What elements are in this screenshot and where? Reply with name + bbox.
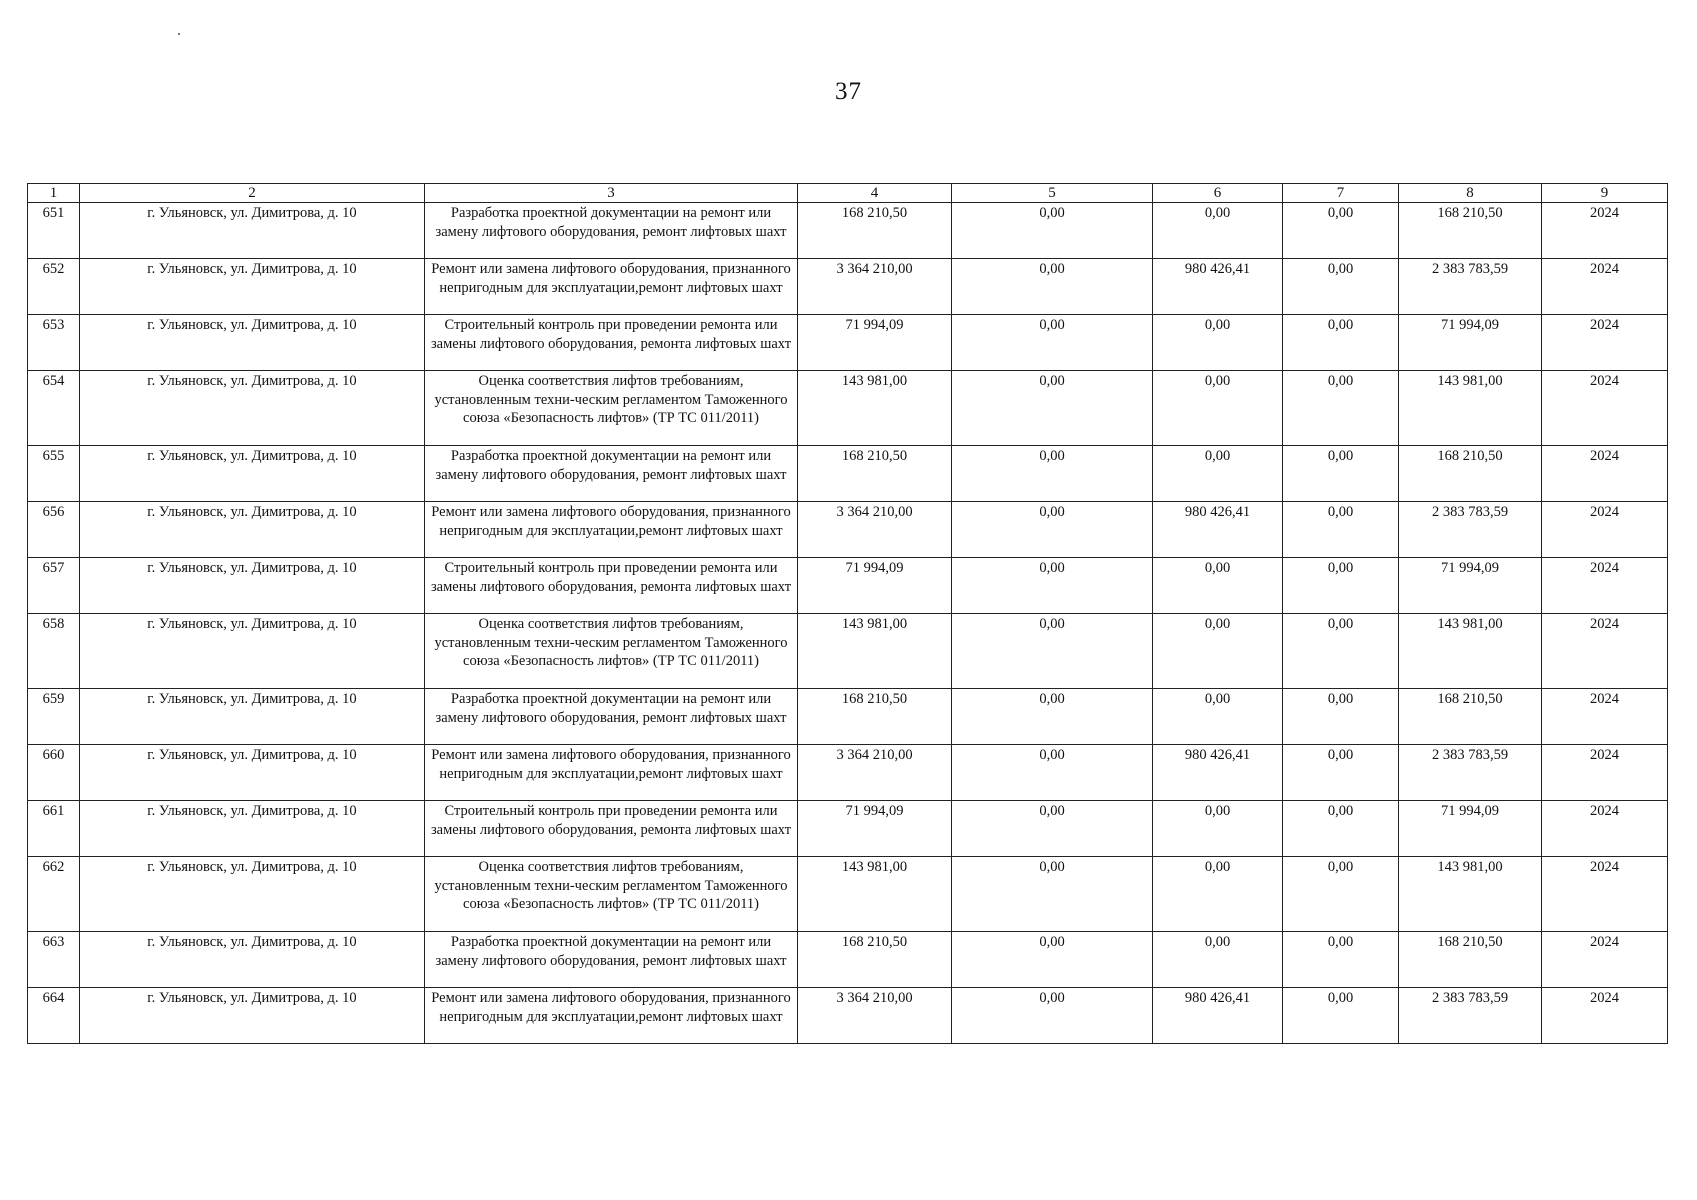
amount-col6-cell: 0,00: [1153, 315, 1283, 371]
header-cell: 8: [1399, 184, 1542, 203]
amount-col6-cell: 0,00: [1153, 689, 1283, 745]
year-cell: 2024: [1542, 203, 1668, 259]
amount-col8-cell: 143 981,00: [1399, 614, 1542, 689]
amount-col6-cell: 0,00: [1153, 371, 1283, 446]
header-cell: 1: [28, 184, 80, 203]
year-cell: 2024: [1542, 446, 1668, 502]
amount-col6-cell: 0,00: [1153, 857, 1283, 932]
amount-col8-cell: 168 210,50: [1399, 689, 1542, 745]
header-cell: 2: [80, 184, 425, 203]
amount-col8-cell: 71 994,09: [1399, 315, 1542, 371]
table-row: [28, 446, 1668, 502]
amount-col7-cell: 0,00: [1283, 932, 1399, 988]
amount-col4-cell: 71 994,09: [798, 558, 952, 614]
row-number-cell: 654: [28, 371, 80, 446]
amount-col7-cell: 0,00: [1283, 745, 1399, 801]
address-cell: г. Ульяновск, ул. Димитрова, д. 10: [80, 558, 425, 614]
amount-col6-cell: 980 426,41: [1153, 259, 1283, 315]
address-cell: г. Ульяновск, ул. Димитрова, д. 10: [80, 745, 425, 801]
amount-col6-cell: 0,00: [1153, 932, 1283, 988]
address-cell: г. Ульяновск, ул. Димитрова, д. 10: [80, 315, 425, 371]
row-number-cell: 660: [28, 745, 80, 801]
address-cell: г. Ульяновск, ул. Димитрова, д. 10: [80, 857, 425, 932]
work-type-cell: Строительный контроль при проведении ремонта или замены лифтового оборудования, ремонта лифтовых шахт: [425, 801, 798, 857]
table-row: [28, 857, 1668, 932]
year-cell: 2024: [1542, 801, 1668, 857]
amount-col7-cell: 0,00: [1283, 371, 1399, 446]
amount-col6-cell: 0,00: [1153, 203, 1283, 259]
amount-col5-cell: 0,00: [952, 857, 1153, 932]
year-cell: 2024: [1542, 689, 1668, 745]
amount-col6-cell: 0,00: [1153, 801, 1283, 857]
amount-col4-cell: 143 981,00: [798, 857, 952, 932]
amount-col4-cell: 143 981,00: [798, 371, 952, 446]
amount-col5-cell: 0,00: [952, 558, 1153, 614]
address-cell: г. Ульяновск, ул. Димитрова, д. 10: [80, 689, 425, 745]
row-number-cell: 659: [28, 689, 80, 745]
table-row: [28, 689, 1668, 745]
row-number-cell: 651: [28, 203, 80, 259]
amount-col7-cell: 0,00: [1283, 689, 1399, 745]
amount-col7-cell: 0,00: [1283, 988, 1399, 1044]
address-cell: г. Ульяновск, ул. Димитрова, д. 10: [80, 932, 425, 988]
table-row: [28, 745, 1668, 801]
amount-col7-cell: 0,00: [1283, 203, 1399, 259]
register-table: [27, 183, 1668, 1044]
table-row: [28, 259, 1668, 315]
page-number: 37: [835, 78, 862, 105]
amount-col6-cell: 980 426,41: [1153, 502, 1283, 558]
amount-col5-cell: 0,00: [952, 203, 1153, 259]
amount-col8-cell: 168 210,50: [1399, 446, 1542, 502]
row-number-cell: 652: [28, 259, 80, 315]
work-type-cell: Разработка проектной документации на ремонт или замену лифтового оборудования, ремонт лифтовых шахт: [425, 203, 798, 259]
header-cell: 3: [425, 184, 798, 203]
amount-col7-cell: 0,00: [1283, 614, 1399, 689]
amount-col8-cell: 2 383 783,59: [1399, 988, 1542, 1044]
header-cell: 9: [1542, 184, 1668, 203]
amount-col6-cell: 980 426,41: [1153, 988, 1283, 1044]
amount-col4-cell: 3 364 210,00: [798, 745, 952, 801]
header-cell: 5: [952, 184, 1153, 203]
work-type-cell: Разработка проектной документации на ремонт или замену лифтового оборудования, ремонт лифтовых шахт: [425, 689, 798, 745]
address-cell: г. Ульяновск, ул. Димитрова, д. 10: [80, 371, 425, 446]
work-type-cell: Строительный контроль при проведении ремонта или замены лифтового оборудования, ремонта лифтовых шахт: [425, 558, 798, 614]
amount-col4-cell: 168 210,50: [798, 932, 952, 988]
row-number-cell: 663: [28, 932, 80, 988]
row-number-cell: 657: [28, 558, 80, 614]
amount-col4-cell: 71 994,09: [798, 315, 952, 371]
amount-col8-cell: 168 210,50: [1399, 932, 1542, 988]
row-number-cell: 656: [28, 502, 80, 558]
header-cell: 6: [1153, 184, 1283, 203]
work-type-cell: Разработка проектной документации на ремонт или замену лифтового оборудования, ремонт лифтовых шахт: [425, 932, 798, 988]
year-cell: 2024: [1542, 315, 1668, 371]
amount-col8-cell: 71 994,09: [1399, 801, 1542, 857]
row-number-cell: 653: [28, 315, 80, 371]
table-row: [28, 988, 1668, 1044]
address-cell: г. Ульяновск, ул. Димитрова, д. 10: [80, 203, 425, 259]
amount-col6-cell: 0,00: [1153, 614, 1283, 689]
work-type-cell: Ремонт или замена лифтового оборудования, признанного непригодным для эксплуатации,ремонт лифтовых шахт: [425, 259, 798, 315]
amount-col8-cell: 2 383 783,59: [1399, 259, 1542, 315]
amount-col4-cell: 143 981,00: [798, 614, 952, 689]
table-row: [28, 558, 1668, 614]
amount-col4-cell: 3 364 210,00: [798, 259, 952, 315]
row-number-cell: 661: [28, 801, 80, 857]
amount-col4-cell: 71 994,09: [798, 801, 952, 857]
year-cell: 2024: [1542, 558, 1668, 614]
amount-col8-cell: 143 981,00: [1399, 371, 1542, 446]
amount-col8-cell: 143 981,00: [1399, 857, 1542, 932]
year-cell: 2024: [1542, 259, 1668, 315]
amount-col5-cell: 0,00: [952, 315, 1153, 371]
year-cell: 2024: [1542, 857, 1668, 932]
amount-col4-cell: 168 210,50: [798, 446, 952, 502]
year-cell: 2024: [1542, 988, 1668, 1044]
work-type-cell: Разработка проектной документации на ремонт или замену лифтового оборудования, ремонт лифтовых шахт: [425, 446, 798, 502]
amount-col5-cell: 0,00: [952, 988, 1153, 1044]
address-cell: г. Ульяновск, ул. Димитрова, д. 10: [80, 988, 425, 1044]
scan-speck: [178, 33, 180, 35]
address-cell: г. Ульяновск, ул. Димитрова, д. 10: [80, 259, 425, 315]
table-row: [28, 614, 1668, 689]
row-number-cell: 664: [28, 988, 80, 1044]
amount-col5-cell: 0,00: [952, 502, 1153, 558]
work-type-cell: Оценка соответствия лифтов требованиям, установленным техни-ческим регламентом Таможенного союза «Безопасность лифтов» (ТР ТС 011/2011): [425, 371, 798, 446]
amount-col5-cell: 0,00: [952, 371, 1153, 446]
work-type-cell: Ремонт или замена лифтового оборудования, признанного непригодным для эксплуатации,ремонт лифтовых шахт: [425, 988, 798, 1044]
amount-col4-cell: 3 364 210,00: [798, 502, 952, 558]
amount-col5-cell: 0,00: [952, 446, 1153, 502]
work-type-cell: Оценка соответствия лифтов требованиям, установленным техни-ческим регламентом Таможенного союза «Безопасность лифтов» (ТР ТС 011/2011): [425, 857, 798, 932]
amount-col4-cell: 3 364 210,00: [798, 988, 952, 1044]
table-row: [28, 315, 1668, 371]
address-cell: г. Ульяновск, ул. Димитрова, д. 10: [80, 614, 425, 689]
year-cell: 2024: [1542, 371, 1668, 446]
amount-col6-cell: 0,00: [1153, 446, 1283, 502]
row-number-cell: 658: [28, 614, 80, 689]
year-cell: 2024: [1542, 502, 1668, 558]
table-row: [28, 801, 1668, 857]
amount-col7-cell: 0,00: [1283, 315, 1399, 371]
header-row: [28, 184, 1668, 203]
amount-col8-cell: 168 210,50: [1399, 203, 1542, 259]
work-type-cell: Ремонт или замена лифтового оборудования, признанного непригодным для эксплуатации,ремонт лифтовых шахт: [425, 502, 798, 558]
amount-col5-cell: 0,00: [952, 614, 1153, 689]
year-cell: 2024: [1542, 614, 1668, 689]
amount-col6-cell: 980 426,41: [1153, 745, 1283, 801]
amount-col8-cell: 71 994,09: [1399, 558, 1542, 614]
amount-col8-cell: 2 383 783,59: [1399, 502, 1542, 558]
amount-col7-cell: 0,00: [1283, 801, 1399, 857]
year-cell: 2024: [1542, 745, 1668, 801]
table-row: [28, 371, 1668, 446]
amount-col5-cell: 0,00: [952, 259, 1153, 315]
header-cell: 4: [798, 184, 952, 203]
amount-col7-cell: 0,00: [1283, 259, 1399, 315]
work-type-cell: Строительный контроль при проведении ремонта или замены лифтового оборудования, ремонта лифтовых шахт: [425, 315, 798, 371]
address-cell: г. Ульяновск, ул. Димитрова, д. 10: [80, 502, 425, 558]
amount-col5-cell: 0,00: [952, 801, 1153, 857]
amount-col7-cell: 0,00: [1283, 502, 1399, 558]
address-cell: г. Ульяновск, ул. Димитрова, д. 10: [80, 446, 425, 502]
amount-col4-cell: 168 210,50: [798, 689, 952, 745]
address-cell: г. Ульяновск, ул. Димитрова, д. 10: [80, 801, 425, 857]
table-row: [28, 932, 1668, 988]
row-number-cell: 662: [28, 857, 80, 932]
work-type-cell: Оценка соответствия лифтов требованиям, установленным техни-ческим регламентом Таможенного союза «Безопасность лифтов» (ТР ТС 011/2011): [425, 614, 798, 689]
amount-col6-cell: 0,00: [1153, 558, 1283, 614]
amount-col7-cell: 0,00: [1283, 446, 1399, 502]
year-cell: 2024: [1542, 932, 1668, 988]
amount-col4-cell: 168 210,50: [798, 203, 952, 259]
row-number-cell: 655: [28, 446, 80, 502]
work-type-cell: Ремонт или замена лифтового оборудования, признанного непригодным для эксплуатации,ремонт лифтовых шахт: [425, 745, 798, 801]
header-cell: 7: [1283, 184, 1399, 203]
amount-col5-cell: 0,00: [952, 689, 1153, 745]
amount-col5-cell: 0,00: [952, 932, 1153, 988]
amount-col5-cell: 0,00: [952, 745, 1153, 801]
table-row: [28, 203, 1668, 259]
amount-col7-cell: 0,00: [1283, 857, 1399, 932]
amount-col8-cell: 2 383 783,59: [1399, 745, 1542, 801]
amount-col7-cell: 0,00: [1283, 558, 1399, 614]
table-row: [28, 502, 1668, 558]
